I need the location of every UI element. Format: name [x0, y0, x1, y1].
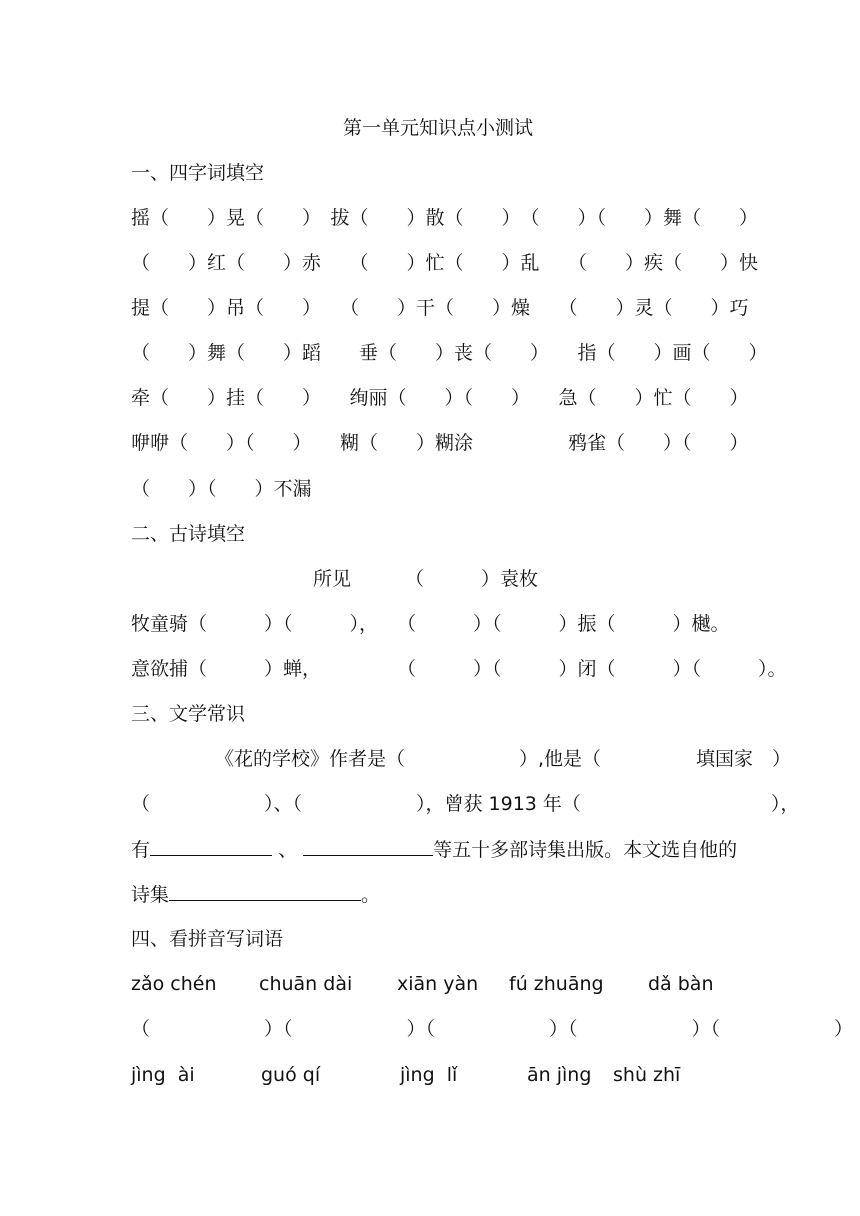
section3-heading: 三、文学常识 — [131, 703, 246, 725]
section1-heading: 一、四字词填空 — [131, 162, 265, 184]
page-title: 第一单元知识点小测试 — [343, 117, 534, 139]
answer-blanks-row: （ ）（ ）（ ）（ ）（ ） — [131, 1018, 854, 1040]
poem-author: （ ）袁枚 — [405, 568, 539, 590]
section1-row: 提（ ）吊（ ） （ ）干（ ）燥 （ ）灵（ ）巧 — [131, 297, 749, 319]
section4-heading: 四、看拼音写词语 — [131, 928, 284, 950]
pinyin-word: ān jìng — [527, 1064, 592, 1086]
pinyin-word: chuān dài — [259, 973, 353, 995]
pinyin-word: jìng ài — [131, 1064, 195, 1086]
literature-line-1: 《花的学校》作者是（ ）,他是（ 填国家 ） — [215, 748, 792, 770]
fill-blank[interactable] — [150, 837, 272, 856]
section1-row: 牵（ ）挂（ ） 绚丽（ ）（ ） 急（ ）忙（ ） — [131, 387, 749, 409]
fill-blank[interactable] — [169, 882, 361, 901]
line4-end: 。 — [361, 884, 381, 906]
section1-row: （ ）舞（ ）蹈 垂（ ）丧（ ） 指（ ）画（ ） — [131, 342, 768, 364]
section1-row: （ ）红（ ）赤 （ ）忙（ ）乱 （ ）疾（ ）快 — [131, 252, 759, 274]
pinyin-word: shù zhī — [613, 1064, 681, 1086]
section1-row: （ ）（ ）不漏 — [131, 478, 312, 500]
poem-title: 所见 — [313, 568, 352, 590]
literature-line-4 — [131, 882, 380, 907]
line3-sep: 、 — [278, 839, 298, 861]
line3-start: 有 — [131, 839, 151, 861]
pinyin-word: dǎ bàn — [648, 973, 714, 995]
literature-line-2: （ ）、（ ），曾获 1913 年（ ）， — [131, 793, 800, 815]
pinyin-word: fú zhuāng — [509, 973, 604, 995]
line4-start: 诗集 — [131, 884, 170, 906]
poem-line-1: 牧童骑（ ）（ ）， （ ）（ ）振（ ）樾。 — [131, 613, 730, 635]
fill-blank[interactable] — [303, 837, 433, 856]
section2-heading: 二、古诗填空 — [131, 523, 246, 545]
pinyin-word: guó qí — [261, 1064, 321, 1086]
pinyin-word: jìng lǐ — [400, 1064, 458, 1086]
section1-row: 咿咿（ ）（ ） 糊（ ）糊涂 鸦雀（ ）（ ） — [131, 432, 749, 454]
poem-line-2: 意欲捕（ ）蝉， （ ）（ ）闭（ ）（ ）。 — [131, 658, 787, 680]
pinyin-word: xiān yàn — [397, 973, 479, 995]
section1-row: 摇（ ）晃（ ） 拔（ ）散（ ） （ ）（ ）舞（ ） — [131, 207, 759, 229]
pinyin-word: zǎo chén — [131, 973, 217, 995]
line3-end: 等五十多部诗集出版。本文选自他的 — [433, 839, 738, 861]
literature-line-3 — [131, 837, 737, 862]
